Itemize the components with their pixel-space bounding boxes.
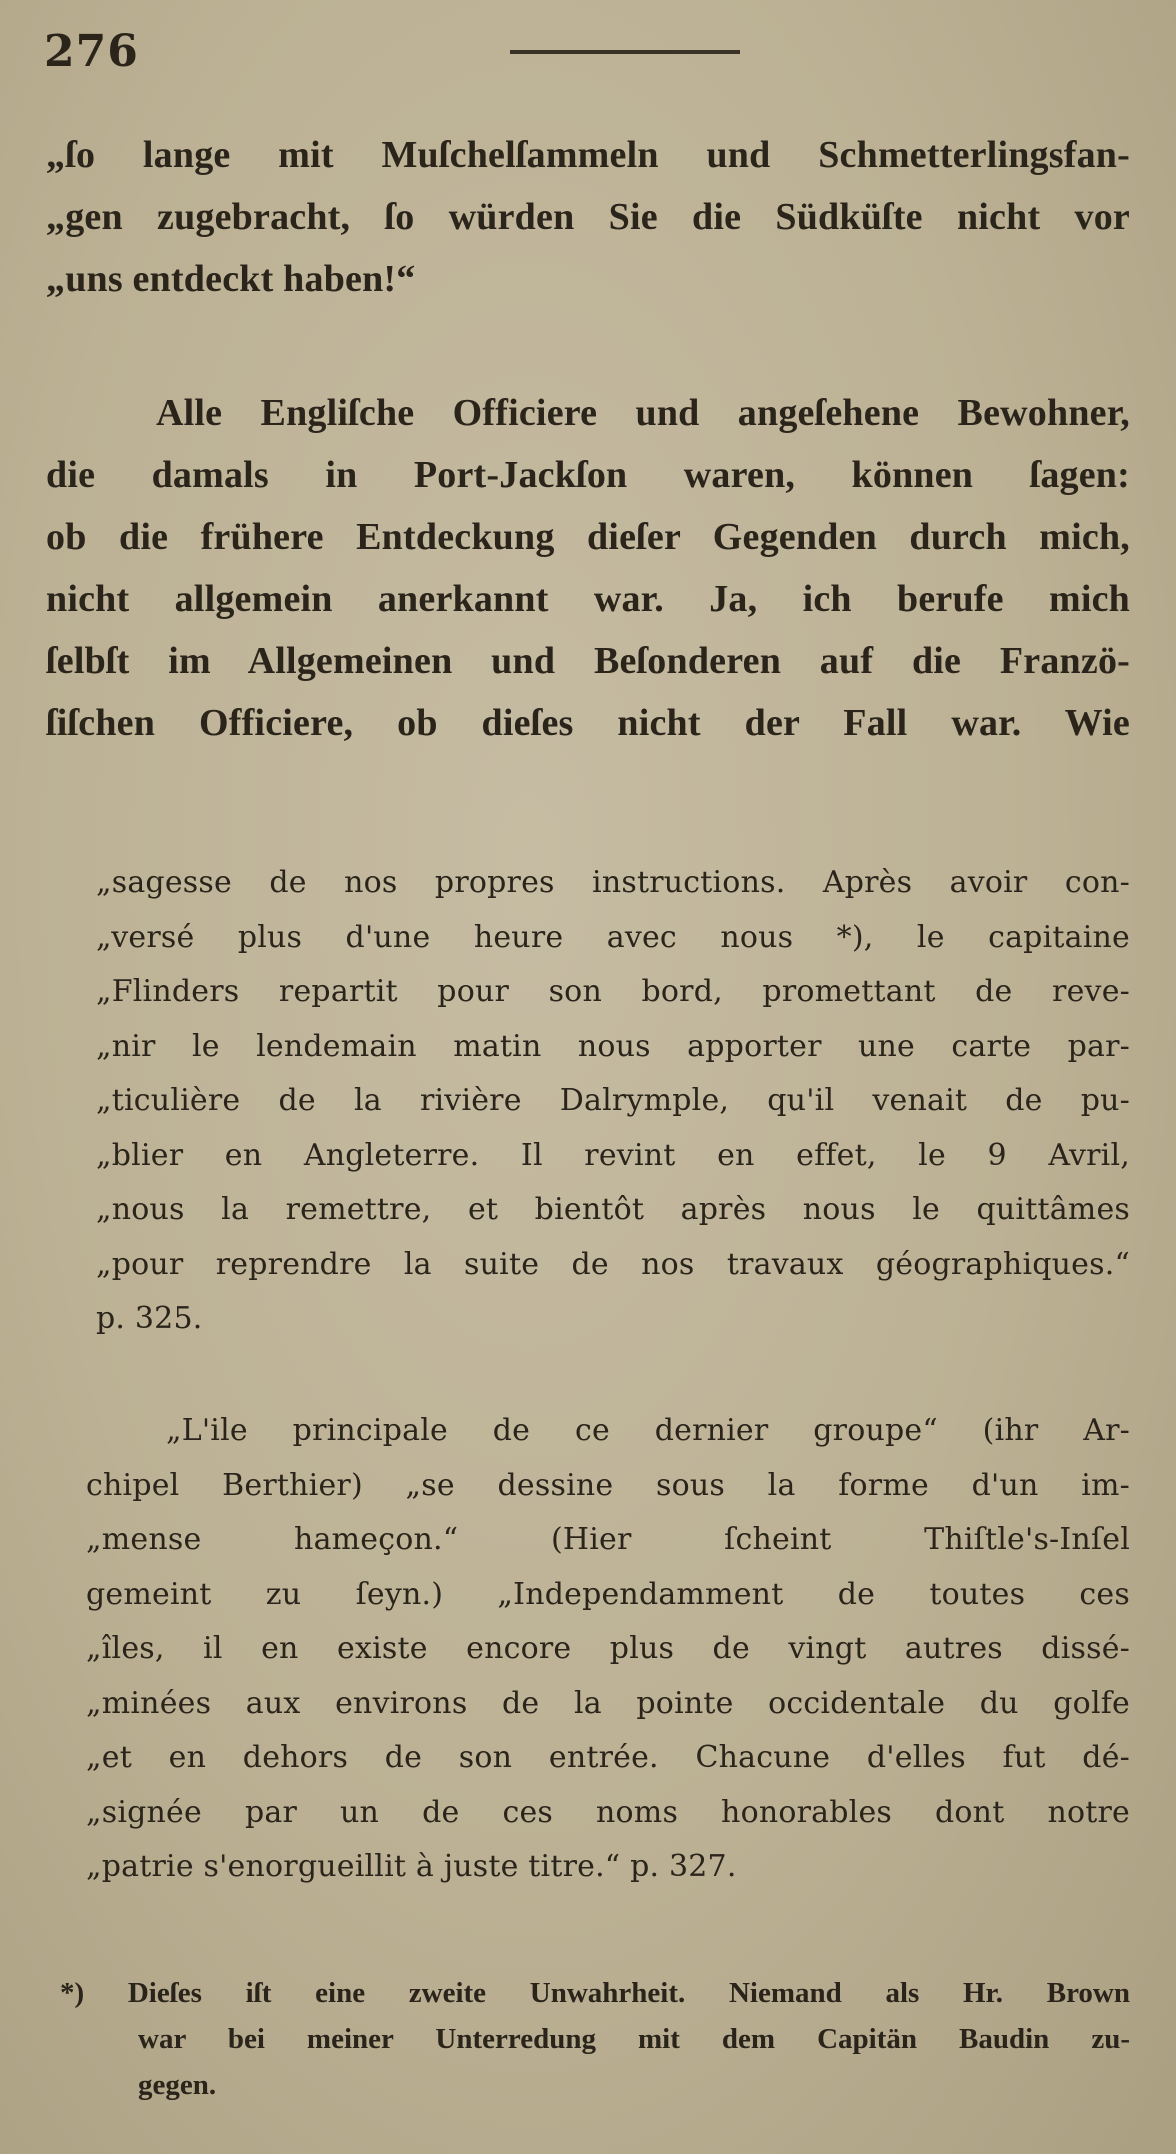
- text-line: „nir le lendemain matin nous apporter une carte par-: [96, 1028, 1130, 1064]
- text-line: „signée par un de ces noms honorables dont notre: [86, 1794, 1130, 1830]
- footnote: [60, 1970, 1130, 2108]
- text-line: „pour reprendre la suite de nos travaux géographiques.“: [96, 1246, 1130, 1282]
- text-line: „gen zugebracht, ſo würden Sie die Südküſte nicht vor: [46, 196, 1130, 238]
- text-line: „mense hameçon.“ (Hier ſcheint Thiſtle's-Inſel: [86, 1522, 1130, 1557]
- text-line: „et en dehors de son entrée. Chacune d'elles fut dé-: [86, 1740, 1130, 1775]
- header-rule: [510, 50, 740, 54]
- footnote-line: war bei meiner Unterredung mit dem Capitän Baudin zu-: [138, 2023, 1130, 2055]
- text-line: „ſo lange mit Muſchelſammeln und Schmetterlingsfan-: [46, 134, 1130, 176]
- text-line: „L'ile principale de ce dernier groupe“ (ihr Ar-: [166, 1413, 1130, 1448]
- text-line: „îles, il en existe encore plus de vingt autres dissé-: [86, 1631, 1130, 1666]
- page-number: 276: [44, 26, 139, 77]
- text-line: ſelbſt im Allgemeinen und Beſonderen auf die Franzö-: [46, 640, 1130, 682]
- text-line: „ticulière de la rivière Dalrymple, qu'il venait de pu-: [96, 1083, 1130, 1118]
- footnote-line: gegen.: [138, 2069, 217, 2101]
- german-quote-block: [46, 124, 1130, 310]
- text-line: „nous la remettre, et bientôt après nous le quittâmes: [96, 1192, 1130, 1227]
- text-line: Alle Engliſche Officiere und angeſehene Bewohner,: [156, 392, 1130, 434]
- french-quote-block-1: [96, 856, 1130, 1347]
- text-line: „patrie s'enorgueillit à juste titre.“ p. 327.: [86, 1849, 737, 1884]
- text-line: ob die frühere Entdeckung dieſer Gegenden durch mich,: [46, 516, 1130, 558]
- text-line: „blier en Angleterre. Il revint en effet, le 9 Avril,: [96, 1137, 1130, 1173]
- text-line: „minées aux environs de la pointe occidentale du golfe: [86, 1685, 1130, 1721]
- text-line: gemeint zu ſeyn.) „Independamment de toutes ces: [86, 1576, 1130, 1612]
- text-line: nicht allgemein anerkannt war. Ja, ich berufe mich: [46, 578, 1130, 620]
- text-line: „sagesse de nos propres instructions. Après avoir con-: [96, 865, 1130, 900]
- french-quote-block-2: [86, 1404, 1130, 1895]
- text-line: die damals in Port-Jackſon waren, können ſagen:: [46, 454, 1130, 496]
- text-line: „versé plus d'une heure avec nous *), le capitaine: [96, 919, 1130, 955]
- text-line: „uns entdeckt haben!“: [46, 258, 416, 300]
- page-reference: p. 325.: [96, 1301, 203, 1336]
- german-paragraph: [46, 382, 1130, 754]
- text-line: ſiſchen Officiere, ob dieſes nicht der Fall war. Wie: [46, 702, 1130, 744]
- text-line: „Flinders repartit pour son bord, promettant de reve-: [96, 974, 1130, 1009]
- footnote-line: *) Dieſes iſt eine zweite Unwahrheit. Niemand als Hr. Brown: [60, 1977, 1130, 2009]
- text-line: chipel Berthier) „se dessine sous la forme d'un im-: [86, 1467, 1130, 1503]
